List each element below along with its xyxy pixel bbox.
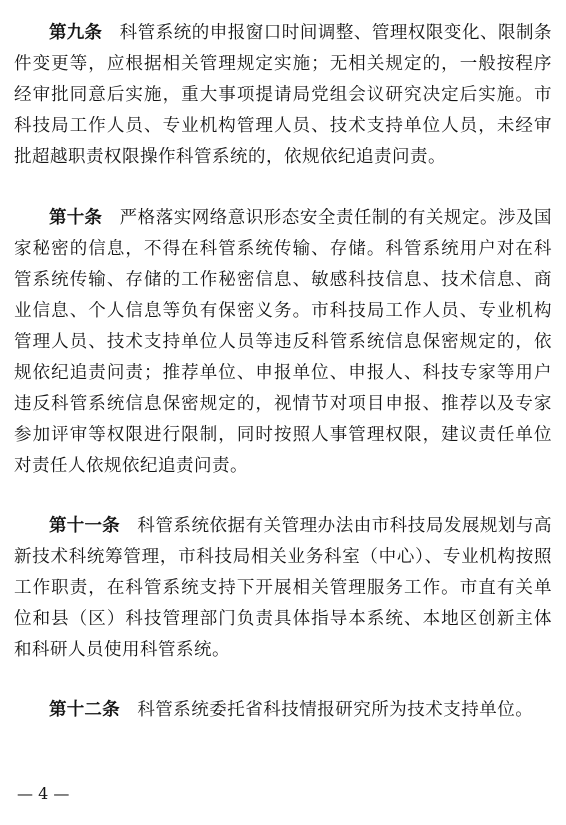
page-number: — 4 —: [17, 784, 70, 803]
article-11: [14, 511, 552, 666]
article-9-heading: 第九条: [49, 23, 103, 43]
article-12-heading: 第十二条: [49, 700, 120, 720]
article-9: [14, 18, 552, 173]
article-10-heading: 第十条: [49, 208, 103, 228]
article-12-body: 科管系统委托省科技情报研究所为技术支持单位。: [137, 700, 534, 720]
article-11-body: 科管系统依据有关管理办法由市科技局发展规划与高新技术科统筹管理，市科技局相关业务科室（中心）、专业机构按照工作职责，在科管系统支持下开展相关管理服务工作。市直有关单位和县（区）科技管理部门负责具体指导本系统、本地区创新主体和科研人员使用科管系统。: [14, 516, 552, 660]
article-10: [14, 203, 552, 482]
article-9-body: 科管系统的申报窗口时间调整、管理权限变化、限制条件变更等，应根据相关管理规定实施；无相关规定的，一般按程序经审批同意后实施，重大事项提请局党组会议研究决定后实施。市科技局工作人员、专业机构管理人员、技术支持单位人员，未经审批超越职责权限操作科管系统的，依规依纪追责问责。: [14, 23, 553, 167]
article-11-heading: 第十一条: [49, 516, 120, 536]
article-10-body: 严格落实网络意识形态安全责任制的有关规定。涉及国家秘密的信息，不得在科管系统传输、存储。科管系统用户对在科管系统传输、存储的工作秘密信息、敏感科技信息、技术信息、商业信息、个人信息等负有保密义务。市科技局工作人员、专业机构管理人员、技术支持单位人员等违反科管系统信息保密规定的，依规依纪追责问责；推荐单位、申报单位、申报人、科技专家等用户违反科管系统信息保密规定的，视情节对项目申报、推荐以及专家参加评审等权限进行限制，同时按照人事管理权限，建议责任单位对责任人依规依纪追责问责。: [14, 208, 553, 476]
article-12: [14, 695, 552, 726]
